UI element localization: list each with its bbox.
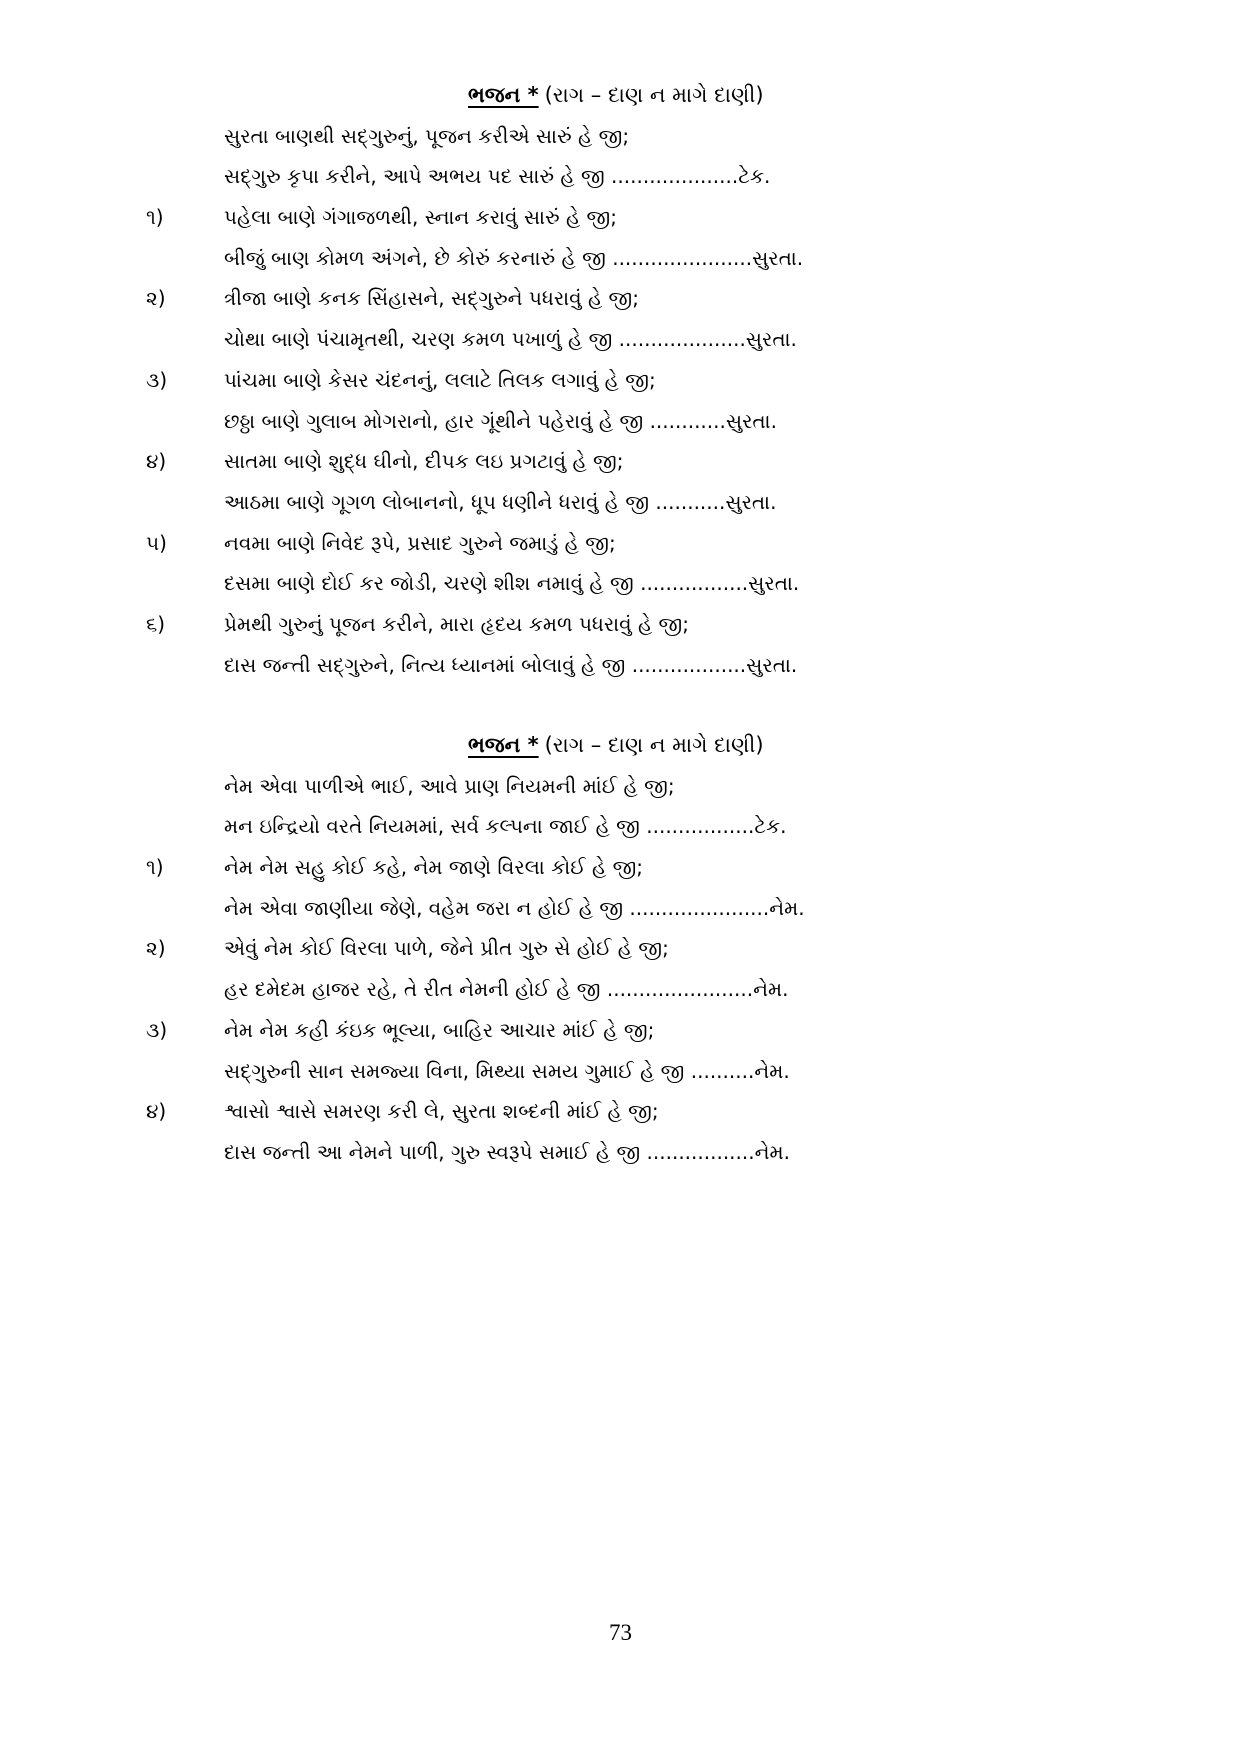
stanza-line bbox=[146, 441, 1146, 482]
stanza-line bbox=[146, 360, 1146, 401]
stanza-text: છઠ્ઠા બાણે ગુલાબ મોગરાનો, હાર ગૂંથીને પહેરાવું હે જી ............સુરતા. bbox=[224, 408, 777, 433]
refrain-line bbox=[146, 156, 1146, 197]
stanza-number: ૫) bbox=[146, 530, 167, 555]
stanza-line bbox=[146, 1132, 1146, 1173]
stanza-text: શ્વાસો શ્વાસે સમરણ કરી લે, સુરતા શબ્દની માંઈ હે જી; bbox=[224, 1099, 659, 1124]
stanza-text: પહેલા બાણે ગંગાજળથી, સ્નાન કરાવું સારું હે જી; bbox=[224, 205, 618, 230]
refrain-text: સુરતા બાણથી સદ્ગુરુનું, પૂજન કરીએ સારું હે જી; bbox=[224, 123, 630, 148]
stanza-number: ૨) bbox=[146, 286, 166, 311]
stanza-text: નવમા બાણે નિવેદ રૂપે, પ્રસાદ ગુરુને જમાડું હે જી; bbox=[224, 530, 616, 555]
stanza-number: ૪) bbox=[146, 1099, 167, 1124]
stanza-text: પ્રેમથી ગુરુનું પૂજન કરીને, મારા હૃદય કમળ પધરાવું હે જી; bbox=[224, 611, 690, 636]
stanza-line bbox=[146, 197, 1146, 238]
stanza-line bbox=[146, 1010, 1146, 1051]
stanza-line bbox=[146, 847, 1146, 888]
stanza-text: દાસ જન્તી આ નેમને પાળી, ગુરુ સ્વરૂપે સમાઈ હે જી .................નેમ. bbox=[224, 1139, 790, 1164]
bhajan-1 bbox=[146, 75, 1146, 685]
stanza-number: ૨) bbox=[146, 936, 166, 961]
refrain-line bbox=[146, 806, 1146, 847]
stanza-line bbox=[146, 604, 1146, 645]
stanza-number: ૩) bbox=[146, 1017, 168, 1042]
stanza-text: નેમ એવા જાણીયા જેણે, વહેમ જરા ન હોઈ હે જી ......................નેમ. bbox=[224, 895, 805, 920]
stanza-text: એવું નેમ કોઈ વિરલા પાળે, જેને પ્રીત ગુરુ સે હોઈ હે જી; bbox=[224, 936, 669, 961]
stanza-line bbox=[146, 319, 1146, 360]
stanza-text: ચોથા બાણે પંચામૃતથી, ચરણ કમળ પખાળું હે જી ....................સુરતા. bbox=[224, 327, 797, 352]
bhajan-heading bbox=[146, 725, 1146, 766]
refrain-text: નેમ એવા પાળીએ ભાઈ, આવે પ્રાણ નિયમની માંઈ હે જી; bbox=[224, 773, 675, 798]
stanza-text: નેમ નેમ સહુ કોઈ કહે, નેમ જાણે વિરલા કોઈ હે જી; bbox=[224, 855, 644, 880]
page-number: 73 bbox=[609, 1620, 632, 1645]
stanza-text: પાંચમા બાણે કેસર ચંદનનું, લલાટે તિલક લગાવું હે જી; bbox=[224, 367, 656, 392]
stanza-number: ૬) bbox=[146, 611, 166, 636]
stanza-line bbox=[146, 563, 1146, 604]
stanza-line bbox=[146, 401, 1146, 442]
refrain-text: મન ઇન્દ્રિયો વરતે નિયમમાં, સર્વ કલ્પના જાઈ હે જી .................ટેક. bbox=[224, 814, 787, 839]
stanza-number: ૧) bbox=[146, 855, 164, 880]
stanza-line bbox=[146, 1051, 1146, 1092]
stanza-text: સદ્ગુરુની સાન સમજ્યા વિના, મિથ્યા સમય ગુમાઈ હે જી ..........નેમ. bbox=[224, 1058, 790, 1083]
stanza-line bbox=[146, 1091, 1146, 1132]
stanza-line bbox=[146, 645, 1146, 686]
refrain-line bbox=[146, 766, 1146, 807]
stanza-line bbox=[146, 238, 1146, 279]
stanza-number: ૧) bbox=[146, 205, 164, 230]
stanza-text: દસમા બાણે દોઈ કર જોડી, ચરણે શીશ નમાવું હે જી .................સુરતા. bbox=[224, 571, 800, 596]
stanza-line bbox=[146, 928, 1146, 969]
stanza-text: હર દમેદમ હાજર રહે, તે રીત નેમની હોઈ હે જી .......................નેમ. bbox=[224, 977, 789, 1002]
stanza-line bbox=[146, 969, 1146, 1010]
stanza-text: આઠમા બાણે ગૂગળ લોબાનનો, ધૂપ ધણીને ધરાવું હે જી ...........સુરતા. bbox=[224, 489, 777, 514]
stanza-text: દાસ જન્તી સદ્ગુરુને, નિત્ય ધ્યાનમાં બોલાવું હે જી ..................સુરતા. bbox=[224, 652, 798, 677]
bhajan-title: ભજન * bbox=[468, 733, 539, 757]
stanza-line bbox=[146, 482, 1146, 523]
refrain-text: સદ્ગુરુ કૃપા કરીને, આપે અભય પદ સારું હે જી ....................ટેક. bbox=[224, 164, 771, 189]
bhajan-2 bbox=[146, 725, 1146, 1173]
refrain-line bbox=[146, 116, 1146, 157]
raga-label: (રાગ – દાણ ન માગે દાણી) bbox=[544, 733, 764, 757]
stanza-text: સાતમા બાણે શુદ્ધ ઘીનો, દીપક લઇ પ્રગટાવું હે જી; bbox=[224, 449, 624, 474]
bhajan-title: ભજન * bbox=[468, 83, 539, 107]
raga-label: (રાગ – દાણ ન માગે દાણી) bbox=[544, 83, 764, 107]
stanza-text: નેમ નેમ કહી કંઇક ભૂલ્યા, બાહિર આચાર માંઈ હે જી; bbox=[224, 1017, 655, 1042]
stanza-number: ૩) bbox=[146, 367, 168, 392]
stanza-text: ત્રીજા બાણે કનક સિંહાસને, સદ્ગુરુને પધરાવું હે જી; bbox=[224, 286, 639, 311]
stanza-text: બીજું બાણ કોમળ અંગને, છે કોરું કરનારું હે જી ......................સુરતા. bbox=[224, 245, 804, 270]
stanza-line bbox=[146, 278, 1146, 319]
stanza-number: ૪) bbox=[146, 449, 167, 474]
stanza-line bbox=[146, 888, 1146, 929]
bhajan-heading bbox=[146, 75, 1146, 116]
stanza-line bbox=[146, 523, 1146, 564]
